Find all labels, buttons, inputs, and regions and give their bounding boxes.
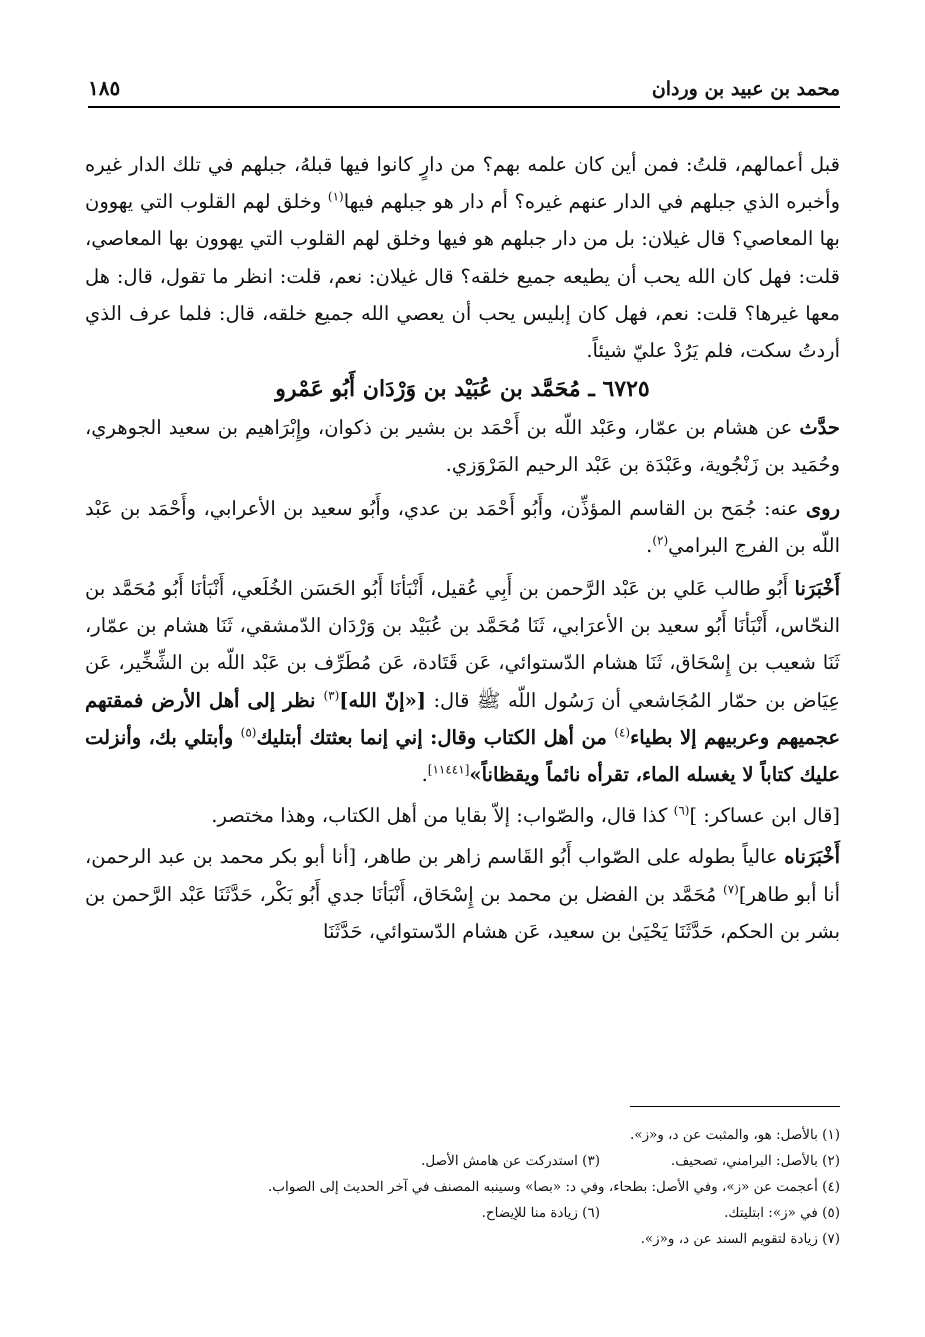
hadith-text: [«إنّ الله] bbox=[339, 688, 426, 712]
footnote-number: (٤) bbox=[822, 1179, 840, 1195]
page-number: ١٨٥ bbox=[88, 76, 121, 100]
footnote-item bbox=[482, 1200, 600, 1226]
footnote-item bbox=[421, 1148, 600, 1174]
isnad-text: أَبُو طالب عَلي بن عَبْد الرَّحمن بن أَبِي عُقيل، أَنْبَأنَا أَبُو الحَسَن الخُلَعي، أَنْبَأنَا أَبُو مُحَمَّد بن النحّاس، أَنْبَأنَا أَبُو سعيد بن الأعرَابي، ثَنَا مُحَمَّد بن عُبَيْد بن وَرْدَان الدّمشقي، ثَنَا هشام بن عمّار، ثَنَا شعيب بن إِسْحَاق، ثَنَا هشام الدّستوائي، عَن قَتَادة، عَن مُطَرِّف بن عَبْد اللّه بن الشِّخِّير، عَن عِيَاض بن حمّار المُجَاشعي أن رَسُول اللّه ﷺ قال: bbox=[85, 577, 840, 712]
footnote-text: استدركت عن هامش الأصل. bbox=[421, 1153, 578, 1169]
footnotes bbox=[85, 1122, 840, 1252]
paragraph-akhbarana bbox=[85, 570, 840, 793]
keyword-rawa: روى bbox=[805, 496, 840, 520]
paragraph-text: قبل أعمالهم، قلتُ: فمن أين كان علمه بهم؟ من دارٍ كانوا فيها قبلهُ، جبلهم في تلك الدار غيره وأخبره الذي جبلهم في الدار عنهم غيره؟ أم دار هو جبلهم فيها bbox=[85, 153, 840, 214]
footnote-text: بالأصل: هو، والمثبت عن د، و«ز». bbox=[630, 1127, 818, 1143]
keyword-akhbarana: أَخْبَرَنا bbox=[794, 577, 840, 601]
hadith-text: وأبتلي بك، وأنزلت عليك كتاباً لا يغسله الماء، تقرأه نائماً ويقظاناً» bbox=[85, 725, 840, 787]
main-text bbox=[85, 146, 840, 950]
footnote-text: زيادة منا للإيضاح. bbox=[481, 1205, 578, 1221]
punctuation: . bbox=[421, 763, 428, 787]
footnote-line bbox=[85, 1148, 840, 1174]
footnote-ref: (٤) bbox=[614, 725, 631, 740]
paragraph-text: [قال ابن عساكر: ] bbox=[689, 804, 840, 828]
paragraph-ibn-asakir bbox=[85, 797, 840, 834]
page-header bbox=[88, 72, 840, 108]
footnote-item bbox=[630, 1122, 840, 1148]
footnote-text: زيادة لتقويم السند عن د، و«ز». bbox=[640, 1231, 818, 1247]
hadith-text: نظر إلى أهل الأرض فمقتهم عجميهم وعربيهم إلا بطياء bbox=[85, 688, 840, 749]
footnote-text: في «ز»: ابتليتك. bbox=[724, 1205, 818, 1221]
footnote-line bbox=[85, 1200, 840, 1226]
isnad-text: عالياً بطوله على الصّواب أَبُو القَاسم زاهر بن طاهر، [أنا أبو بكر محمد بن عبد الرحمن، أنا أبو طاهر] bbox=[85, 845, 840, 906]
paragraph-text: وخلق لهم القلوب التي يهوون بها المعاصي؟ قال غيلان: بل من دار جبلهم هو فيها وخلق لهم القلوب التي يهوون بها المعاصي، قلت: فهل كان الله يحب أن يطيعه جميع خلقه؟ قال غيلان: نعم، قلت: انظر ما تقول، قال: هل معها غيرها؟ قلت: نعم، فهل كان إبليس يحب أن يعصي الله جميع خلقه، قال: فلما عرف الذي أردتُ سكت، فلم يَرُدْ عليّ شيئاً. bbox=[85, 190, 840, 363]
hadith-text: من أهل الكتاب وقال: إني إنما بعثتك أبتليك bbox=[256, 725, 615, 749]
footnote-ref: (٣) bbox=[323, 688, 340, 703]
footnote-ref: (١) bbox=[327, 189, 344, 204]
footnote-ref: (٦) bbox=[673, 803, 690, 818]
hadith-number: [١١٤٤١] bbox=[427, 762, 470, 777]
footnote-ref: (٢) bbox=[652, 533, 669, 548]
biography-title: ٦٧٢٥ ـ مُحَمَّد بن عُبَيْد بن وَرْدَان أَبُو عَمْرو bbox=[275, 376, 650, 403]
paragraph-text: عن هشام بن عمّار، وعَبْد اللّه بن أَحْمَد بن بشير بن ذكوان، وإِبْرَاهيم بن سعيد الجوهري، وحُمَيد بن زَنْجُوية، وعَبْدَة بن عَبْد الرحيم المَرْوَزي. bbox=[85, 416, 840, 477]
footnote-number: (٣) bbox=[582, 1153, 600, 1169]
paragraph-rawa bbox=[85, 490, 840, 564]
paragraph-text: كذا قال، والصّواب: إلاّ بقايا من أهل الكتاب، وهذا مختصر. bbox=[211, 804, 674, 828]
footnote-line bbox=[85, 1174, 840, 1200]
keyword-haddath: حدَّث bbox=[799, 416, 840, 440]
footnote-item bbox=[600, 1200, 840, 1226]
footnote-number: (٢) bbox=[822, 1153, 840, 1169]
footnote-ref: (٥) bbox=[240, 725, 257, 740]
footnote-line bbox=[85, 1122, 840, 1148]
paragraph-haddath bbox=[85, 409, 840, 483]
footnote-text: أعجمت عن «ز»، وفي الأصل: بطحاء، وفي د: «بصا» وسينبه المصنف في آخر الحديث إلى الصواب. bbox=[267, 1179, 818, 1195]
footnote-item bbox=[641, 1226, 840, 1252]
paragraph-text: عنه: جُمَح بن القاسم المؤذِّن، وأَبُو أَحْمَد بن عدي، وأَبُو سعيد بن الأعرابي، وأَحْمَد بن عَبْد اللّه بن الفرج البرامي bbox=[85, 496, 840, 557]
footnote-number: (٦) bbox=[582, 1205, 600, 1221]
footnote-divider bbox=[630, 1106, 840, 1107]
running-title: محمد بن عبيد بن وردان bbox=[651, 78, 840, 100]
footnote-item bbox=[268, 1174, 840, 1200]
footnote-number: (١) bbox=[822, 1127, 840, 1143]
paragraph-dialogue bbox=[85, 146, 840, 369]
isnad-text: مُحَمَّد بن الفضل بن محمد بن إِسْحَاق، أَنْبَأنَا جدي أَبُو بَكْر، حَدَّثَنَا عَبْد الرَّحمن بن بشر بن الحكم، حَدَّثَنَا يَحْيَىٰ بن سعيد، عَن هشام الدّستوائي، حَدَّثَنَا bbox=[85, 882, 840, 943]
footnote-text: بالأصل: البرامني، تصحيف. bbox=[670, 1153, 818, 1169]
footnote-ref: (٧) bbox=[723, 882, 739, 897]
paragraph-akhbaranahu bbox=[85, 838, 840, 950]
footnote-number: (٥) bbox=[822, 1205, 840, 1221]
footnote-line bbox=[85, 1226, 840, 1252]
keyword-akhbaranahu: أَخْبَرَناه bbox=[784, 845, 840, 869]
footnote-item bbox=[600, 1148, 840, 1174]
footnote-number: (٧) bbox=[822, 1231, 840, 1247]
punctuation: . bbox=[646, 533, 653, 557]
